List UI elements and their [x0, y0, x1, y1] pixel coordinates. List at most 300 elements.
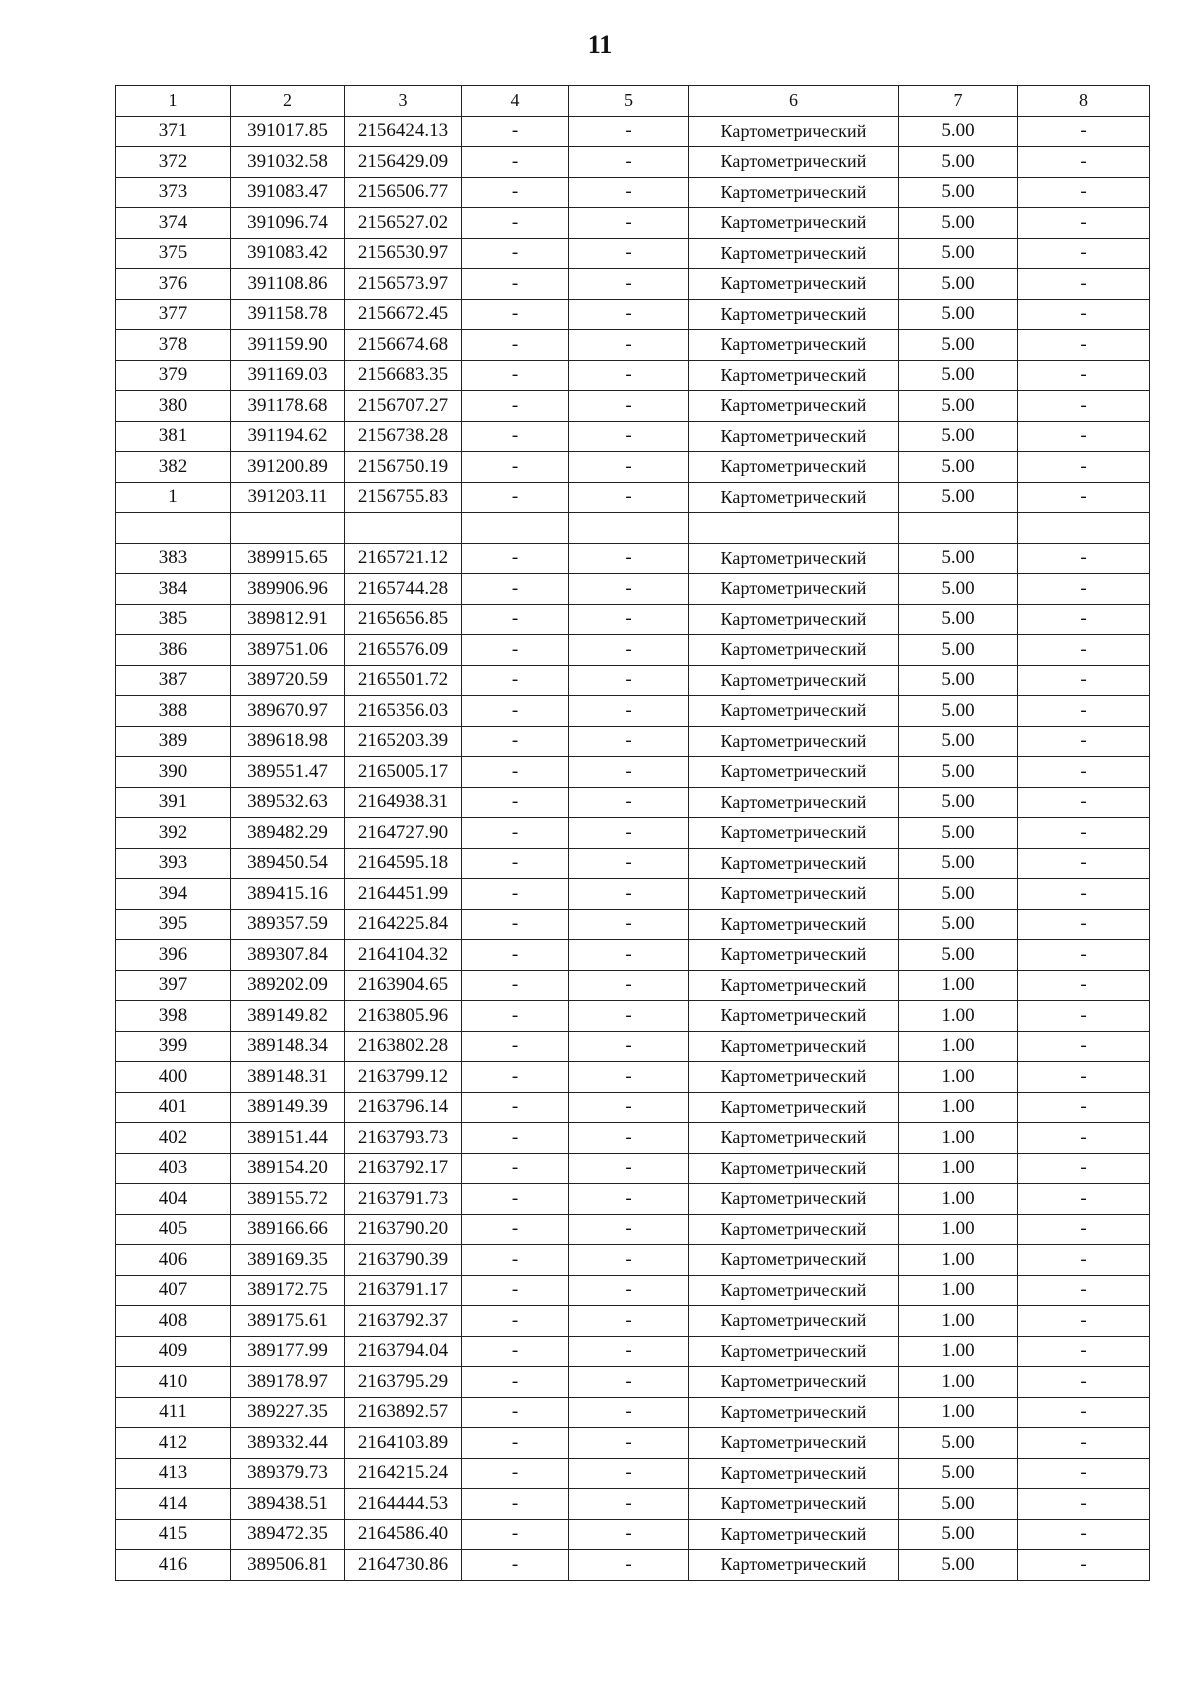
column-header-7: 7 [899, 86, 1018, 117]
table-row [116, 970, 1150, 1001]
table-cell-col-1: 414 [116, 1489, 231, 1520]
table-cell-col-3: 2165744.28 [345, 574, 462, 605]
table-cell-col-3: 2164103.89 [345, 1428, 462, 1459]
table-cell-col-1: 380 [116, 391, 231, 422]
table-row [116, 818, 1150, 849]
table-cell-col-6: Картометрический [689, 1397, 899, 1428]
table-cell-col-8: - [1018, 482, 1150, 513]
table-row [116, 238, 1150, 269]
table-cell-col-4: - [462, 147, 569, 178]
table-cell-col-8: - [1018, 330, 1150, 361]
table-cell-col-2: 389915.65 [231, 543, 345, 574]
table-cell-col-6: Картометрический [689, 269, 899, 300]
table-cell-col-5: - [569, 1489, 689, 1520]
table-cell-col-2: 389450.54 [231, 848, 345, 879]
table-cell-col-4: - [462, 726, 569, 757]
table-cell-col-4: - [462, 1153, 569, 1184]
table-cell-col-1: 393 [116, 848, 231, 879]
table-cell-col-4: - [462, 1214, 569, 1245]
table-cell-col-5: - [569, 696, 689, 727]
table-cell-col-1: 383 [116, 543, 231, 574]
table-cell-col-5: - [569, 1092, 689, 1123]
table-cell-col-1: 399 [116, 1031, 231, 1062]
table-cell-col-1: 392 [116, 818, 231, 849]
table-cell-col-8: - [1018, 787, 1150, 818]
table-cell-col-8: - [1018, 1519, 1150, 1550]
table-cell-col-8: - [1018, 1062, 1150, 1093]
table-cell-col-7: 1.00 [899, 1123, 1018, 1154]
table-cell-col-2: 389906.96 [231, 574, 345, 605]
table-row [116, 726, 1150, 757]
table-cell-col-4: - [462, 1458, 569, 1489]
table-cell-col-8: - [1018, 1336, 1150, 1367]
table-cell-col-8: - [1018, 940, 1150, 971]
table-cell-col-6: Картометрический [689, 757, 899, 788]
table-cell-col-3: 2164215.24 [345, 1458, 462, 1489]
table-cell-col-4: - [462, 909, 569, 940]
table-cell-col-2: 389166.66 [231, 1214, 345, 1245]
table-cell-col-4: - [462, 787, 569, 818]
table-cell-col-6: Картометрический [689, 1428, 899, 1459]
table-row [116, 452, 1150, 483]
table-cell-col-7: 5.00 [899, 391, 1018, 422]
table-cell-col-6: Картометрический [689, 574, 899, 605]
table-cell-col-3: 2156755.83 [345, 482, 462, 513]
table-cell-col-5: - [569, 635, 689, 666]
table-cell-col-2: 391096.74 [231, 208, 345, 239]
table-cell-col-6: Картометрический [689, 1550, 899, 1581]
table-cell-col-7: 5.00 [899, 757, 1018, 788]
table-cell-col-8: - [1018, 726, 1150, 757]
table-row [116, 1336, 1150, 1367]
table-cell-col-1: 1 [116, 482, 231, 513]
table-cell-col-2: 391032.58 [231, 147, 345, 178]
table-cell-col-7: 5.00 [899, 848, 1018, 879]
table-cell-col-5: - [569, 1336, 689, 1367]
table-row [116, 543, 1150, 574]
table-cell-col-5: - [569, 269, 689, 300]
table-cell-col-4: - [462, 665, 569, 696]
table-cell-col-1: 385 [116, 604, 231, 635]
table-cell-col-8: - [1018, 360, 1150, 391]
table-cell-col-8: - [1018, 1123, 1150, 1154]
table-cell-col-7: 5.00 [899, 909, 1018, 940]
table-row [116, 1214, 1150, 1245]
table-row [116, 635, 1150, 666]
table-cell-col-4: - [462, 482, 569, 513]
table-cell-col-4: - [462, 1367, 569, 1398]
table-cell-col-3: 2163790.20 [345, 1214, 462, 1245]
table-cell-col-1: 413 [116, 1458, 231, 1489]
table-cell-col-5: - [569, 1214, 689, 1245]
table-row [116, 269, 1150, 300]
table-cell-col-8: - [1018, 848, 1150, 879]
table-cell-col-5: - [569, 1550, 689, 1581]
table-row [116, 665, 1150, 696]
table-cell-col-2: 389177.99 [231, 1336, 345, 1367]
table-cell-col-2: 389506.81 [231, 1550, 345, 1581]
table-cell-col-4: - [462, 177, 569, 208]
table-cell-col-1 [116, 513, 231, 544]
table-cell-col-7: 5.00 [899, 726, 1018, 757]
table-cell-col-4: - [462, 360, 569, 391]
table-cell-col-1: 395 [116, 909, 231, 940]
table-cell-col-1: 378 [116, 330, 231, 361]
table-row [116, 421, 1150, 452]
table-row [116, 1245, 1150, 1276]
table-cell-col-4: - [462, 543, 569, 574]
table-cell-col-4: - [462, 1092, 569, 1123]
table-cell-col-5: - [569, 482, 689, 513]
table-cell-col-2: 389438.51 [231, 1489, 345, 1520]
table-cell-col-8: - [1018, 604, 1150, 635]
table-cell-col-2 [231, 513, 345, 544]
table-row [116, 1550, 1150, 1581]
table-cell-col-3 [345, 513, 462, 544]
table-cell-col-8: - [1018, 909, 1150, 940]
table-row [116, 1458, 1150, 1489]
table-row [116, 1275, 1150, 1306]
table-cell-col-4: - [462, 421, 569, 452]
table-cell-col-6: Картометрический [689, 818, 899, 849]
table-body [116, 116, 1150, 1580]
table-cell-col-5: - [569, 1245, 689, 1276]
table-cell-col-2: 389379.73 [231, 1458, 345, 1489]
table-cell-col-6: Картометрический [689, 208, 899, 239]
table-cell-col-7: 1.00 [899, 1245, 1018, 1276]
table-cell-col-5: - [569, 177, 689, 208]
table-cell-col-7: 5.00 [899, 208, 1018, 239]
table-cell-col-7: 5.00 [899, 940, 1018, 971]
table-cell-col-1: 389 [116, 726, 231, 757]
table-cell-col-2: 391194.62 [231, 421, 345, 452]
table-cell-col-6: Картометрический [689, 421, 899, 452]
coordinates-table [115, 85, 1150, 1581]
table-cell-col-5: - [569, 1519, 689, 1550]
table-cell-col-6: Картометрический [689, 1245, 899, 1276]
table-cell-col-5: - [569, 238, 689, 269]
table-cell-col-8: - [1018, 147, 1150, 178]
table-cell-col-8: - [1018, 1397, 1150, 1428]
table-cell-col-5: - [569, 1184, 689, 1215]
table-cell-col-3: 2163892.57 [345, 1397, 462, 1428]
table-cell-col-7: 1.00 [899, 1184, 1018, 1215]
table-cell-col-8: - [1018, 1001, 1150, 1032]
table-cell-col-7: 5.00 [899, 635, 1018, 666]
table-cell-col-1: 396 [116, 940, 231, 971]
table-cell-col-3: 2163796.14 [345, 1092, 462, 1123]
table-cell-col-7: 1.00 [899, 1062, 1018, 1093]
table-cell-col-1: 405 [116, 1214, 231, 1245]
table-cell-col-7: 5.00 [899, 1458, 1018, 1489]
table-cell-col-6: Картометрический [689, 1062, 899, 1093]
column-header-2: 2 [231, 86, 345, 117]
table-cell-col-1: 394 [116, 879, 231, 910]
table-cell-col-3: 2163805.96 [345, 1001, 462, 1032]
table-cell-col-2: 389175.61 [231, 1306, 345, 1337]
table-cell-col-1: 416 [116, 1550, 231, 1581]
table-cell-col-4: - [462, 452, 569, 483]
table-cell-col-1: 406 [116, 1245, 231, 1276]
table-cell-col-7: 5.00 [899, 604, 1018, 635]
column-header-5: 5 [569, 86, 689, 117]
table-row [116, 299, 1150, 330]
table-row [116, 1062, 1150, 1093]
table-cell-col-6: Картометрический [689, 452, 899, 483]
table-row [116, 604, 1150, 635]
table-cell-col-7: 5.00 [899, 787, 1018, 818]
table-cell-col-2: 389148.34 [231, 1031, 345, 1062]
table-cell-col-5: - [569, 909, 689, 940]
table-cell-col-3: 2164451.99 [345, 879, 462, 910]
table-cell-col-5: - [569, 391, 689, 422]
table-row [116, 696, 1150, 727]
table-cell-col-5: - [569, 452, 689, 483]
table-cell-col-4: - [462, 238, 569, 269]
table-cell-col-5: - [569, 1001, 689, 1032]
table-cell-col-6: Картометрический [689, 543, 899, 574]
table-row [116, 1092, 1150, 1123]
table-cell-col-6: Картометрический [689, 604, 899, 635]
table-cell-col-6: Картометрический [689, 1214, 899, 1245]
table-cell-col-8: - [1018, 543, 1150, 574]
table-cell-col-1: 388 [116, 696, 231, 727]
table-cell-col-5: - [569, 818, 689, 849]
table-cell-col-6: Картометрический [689, 1123, 899, 1154]
table-cell-col-4: - [462, 1001, 569, 1032]
table-cell-col-5: - [569, 116, 689, 147]
table-cell-col-2: 389307.84 [231, 940, 345, 971]
table-row [116, 1428, 1150, 1459]
table-cell-col-3: 2163793.73 [345, 1123, 462, 1154]
table-cell-col-8: - [1018, 1367, 1150, 1398]
table-cell-col-6: Картометрический [689, 848, 899, 879]
table-cell-col-5: - [569, 1062, 689, 1093]
table-cell-col-3: 2164586.40 [345, 1519, 462, 1550]
table-cell-col-1: 410 [116, 1367, 231, 1398]
table-cell-col-1: 391 [116, 787, 231, 818]
table-cell-col-4: - [462, 1428, 569, 1459]
table-cell-col-3: 2163802.28 [345, 1031, 462, 1062]
table-cell-col-7: 1.00 [899, 1397, 1018, 1428]
table-cell-col-5: - [569, 665, 689, 696]
table-cell-col-6: Картометрический [689, 787, 899, 818]
table-cell-col-2: 389670.97 [231, 696, 345, 727]
table-cell-col-7: 5.00 [899, 147, 1018, 178]
table-cell-col-3: 2163795.29 [345, 1367, 462, 1398]
table-cell-col-3: 2156672.45 [345, 299, 462, 330]
table-cell-col-2: 389151.44 [231, 1123, 345, 1154]
table-cell-col-1: 415 [116, 1519, 231, 1550]
table-cell-col-5: - [569, 543, 689, 574]
table-cell-col-4: - [462, 635, 569, 666]
table-row [116, 177, 1150, 208]
table-cell-col-7: 1.00 [899, 1092, 1018, 1123]
table-cell-col-8: - [1018, 208, 1150, 239]
table-cell-col-5: - [569, 208, 689, 239]
table-cell-col-8: - [1018, 1550, 1150, 1581]
table-cell-col-8: - [1018, 269, 1150, 300]
table-row [116, 848, 1150, 879]
table-cell-col-6: Картометрический [689, 696, 899, 727]
table-cell-col-2: 389551.47 [231, 757, 345, 788]
table-row [116, 909, 1150, 940]
table-cell-col-7: 5.00 [899, 1489, 1018, 1520]
table-row [116, 787, 1150, 818]
table-cell-col-1: 390 [116, 757, 231, 788]
table-cell-col-3: 2163794.04 [345, 1336, 462, 1367]
table-cell-col-7: 5.00 [899, 238, 1018, 269]
table-cell-col-8: - [1018, 635, 1150, 666]
table-cell-col-3: 2164444.53 [345, 1489, 462, 1520]
table-row [116, 1306, 1150, 1337]
table-cell-col-8: - [1018, 879, 1150, 910]
table-cell-col-7: 5.00 [899, 1550, 1018, 1581]
table-cell-col-4: - [462, 208, 569, 239]
table-cell-col-1: 400 [116, 1062, 231, 1093]
table-cell-col-1: 376 [116, 269, 231, 300]
table-cell-col-8: - [1018, 1184, 1150, 1215]
table-cell-col-5: - [569, 1367, 689, 1398]
table-cell-col-6: Картометрический [689, 177, 899, 208]
table-cell-col-2: 391203.11 [231, 482, 345, 513]
table-cell-col-3: 2163904.65 [345, 970, 462, 1001]
table-row [116, 513, 1150, 544]
table-cell-col-7: 1.00 [899, 1031, 1018, 1062]
table-row [116, 116, 1150, 147]
table-cell-col-1: 375 [116, 238, 231, 269]
table-cell-col-7: 5.00 [899, 1519, 1018, 1550]
table-cell-col-5: - [569, 879, 689, 910]
table-cell-col-1: 408 [116, 1306, 231, 1337]
table-cell-col-7: 1.00 [899, 970, 1018, 1001]
table-cell-col-7: 1.00 [899, 1336, 1018, 1367]
table-cell-col-2: 391083.47 [231, 177, 345, 208]
table-row [116, 879, 1150, 910]
table-cell-col-4: - [462, 848, 569, 879]
table-cell-col-7: 5.00 [899, 421, 1018, 452]
table-cell-col-3: 2156530.97 [345, 238, 462, 269]
table-cell-col-4: - [462, 604, 569, 635]
table-cell-col-6: Картометрический [689, 1275, 899, 1306]
table-cell-col-3: 2165721.12 [345, 543, 462, 574]
table-cell-col-5: - [569, 726, 689, 757]
table-cell-col-6: Картометрический [689, 391, 899, 422]
table-cell-col-8: - [1018, 757, 1150, 788]
table-cell-col-7: 5.00 [899, 696, 1018, 727]
table-cell-col-3: 2163799.12 [345, 1062, 462, 1093]
table-cell-col-8: - [1018, 1428, 1150, 1459]
table-cell-col-4: - [462, 574, 569, 605]
table-cell-col-6: Картометрический [689, 1031, 899, 1062]
table-cell-col-4 [462, 513, 569, 544]
table-cell-col-8: - [1018, 818, 1150, 849]
table-cell-col-5: - [569, 574, 689, 605]
table-cell-col-2: 389357.59 [231, 909, 345, 940]
table-cell-col-8 [1018, 513, 1150, 544]
table-cell-col-7: 5.00 [899, 360, 1018, 391]
table-cell-col-6: Картометрический [689, 116, 899, 147]
table-cell-col-3: 2163792.17 [345, 1153, 462, 1184]
table-cell-col-6: Картометрический [689, 1458, 899, 1489]
table-cell-col-1: 372 [116, 147, 231, 178]
table-cell-col-3: 2156738.28 [345, 421, 462, 452]
table-cell-col-7: 1.00 [899, 1306, 1018, 1337]
table-cell-col-7: 1.00 [899, 1214, 1018, 1245]
table-cell-col-3: 2156683.35 [345, 360, 462, 391]
table-row [116, 757, 1150, 788]
table-cell-col-1: 407 [116, 1275, 231, 1306]
table-cell-col-8: - [1018, 238, 1150, 269]
table-cell-col-1: 374 [116, 208, 231, 239]
table-cell-col-2: 391169.03 [231, 360, 345, 391]
table-cell-col-4: - [462, 1184, 569, 1215]
table-cell-col-4: - [462, 940, 569, 971]
column-header-6: 6 [689, 86, 899, 117]
table-row [116, 1519, 1150, 1550]
table-cell-col-8: - [1018, 696, 1150, 727]
table-cell-col-1: 373 [116, 177, 231, 208]
table-cell-col-3: 2163791.73 [345, 1184, 462, 1215]
table-cell-col-8: - [1018, 1092, 1150, 1123]
table-row [116, 1184, 1150, 1215]
table-cell-col-6: Картометрический [689, 970, 899, 1001]
table-cell-col-7: 5.00 [899, 299, 1018, 330]
table-cell-col-8: - [1018, 1458, 1150, 1489]
table-cell-col-5: - [569, 299, 689, 330]
table-cell-col-1: 377 [116, 299, 231, 330]
table-row [116, 1489, 1150, 1520]
table-cell-col-1: 371 [116, 116, 231, 147]
table-cell-col-2: 389415.16 [231, 879, 345, 910]
table-cell-col-5: - [569, 147, 689, 178]
table-cell-col-2: 389332.44 [231, 1428, 345, 1459]
table-cell-col-5: - [569, 1275, 689, 1306]
table-cell-col-6: Картометрический [689, 909, 899, 940]
table-cell-col-7: 1.00 [899, 1001, 1018, 1032]
table-cell-col-6: Картометрический [689, 360, 899, 391]
table-cell-col-2: 389172.75 [231, 1275, 345, 1306]
table-cell-col-5: - [569, 421, 689, 452]
table-cell-col-6: Картометрический [689, 330, 899, 361]
table-cell-col-3: 2163792.37 [345, 1306, 462, 1337]
table-cell-col-5: - [569, 1306, 689, 1337]
table-cell-col-5: - [569, 1428, 689, 1459]
table-cell-col-7: 5.00 [899, 452, 1018, 483]
table-cell-col-3: 2156674.68 [345, 330, 462, 361]
table-cell-col-1: 402 [116, 1123, 231, 1154]
table-row [116, 1123, 1150, 1154]
column-header-4: 4 [462, 86, 569, 117]
table-cell-col-7: 5.00 [899, 818, 1018, 849]
table-cell-col-8: - [1018, 574, 1150, 605]
table-cell-col-1: 409 [116, 1336, 231, 1367]
table-cell-col-8: - [1018, 1275, 1150, 1306]
table-cell-col-3: 2156429.09 [345, 147, 462, 178]
table-cell-col-7: 5.00 [899, 665, 1018, 696]
table-cell-col-4: - [462, 1062, 569, 1093]
table-cell-col-7: 5.00 [899, 574, 1018, 605]
table-cell-col-1: 412 [116, 1428, 231, 1459]
table-cell-col-4: - [462, 116, 569, 147]
table-cell-col-4: - [462, 1550, 569, 1581]
table-cell-col-1: 403 [116, 1153, 231, 1184]
table-cell-col-5: - [569, 757, 689, 788]
table-cell-col-6: Картометрический [689, 482, 899, 513]
table-cell-col-6: Картометрический [689, 238, 899, 269]
table-cell-col-5: - [569, 970, 689, 1001]
table-cell-col-1: 387 [116, 665, 231, 696]
